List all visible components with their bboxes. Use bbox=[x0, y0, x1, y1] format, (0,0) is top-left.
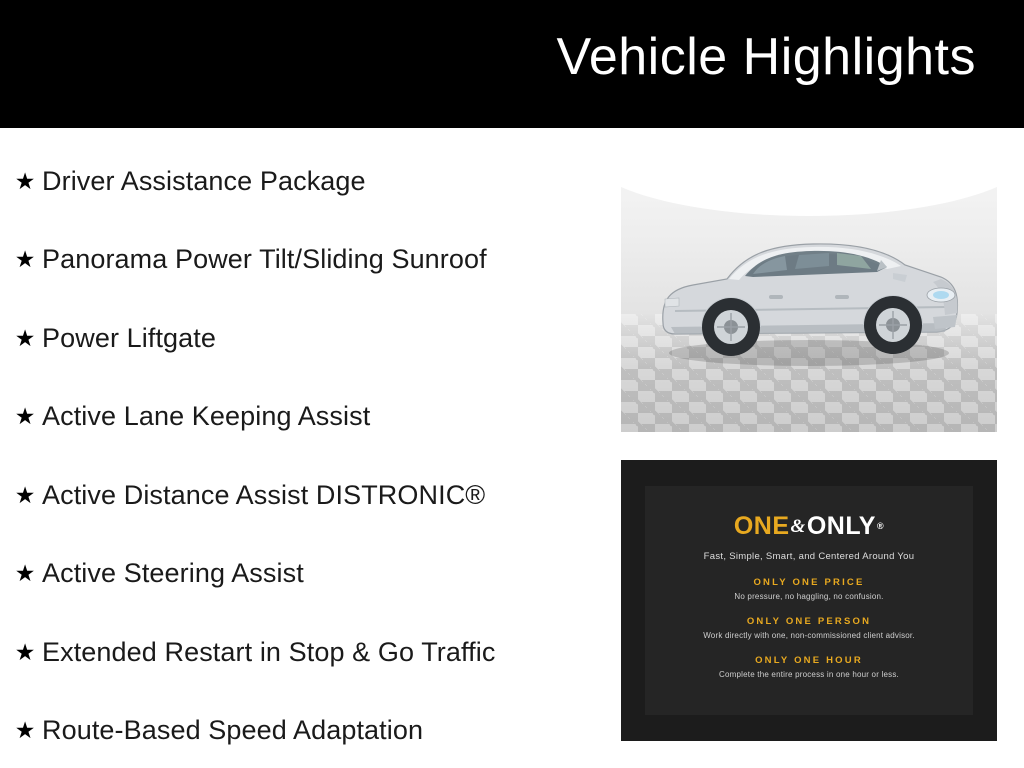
list-item bbox=[8, 142, 600, 221]
star-icon: ★ bbox=[14, 167, 36, 194]
star-icon: ★ bbox=[14, 638, 36, 665]
star-icon: ★ bbox=[14, 324, 36, 351]
suv-icon bbox=[649, 203, 969, 378]
feature-label: Active Steering Assist bbox=[42, 558, 304, 589]
benefit-block-person bbox=[703, 616, 915, 640]
ampersand-icon: & bbox=[790, 516, 806, 537]
one-and-only-logo bbox=[734, 514, 884, 539]
feature-list bbox=[0, 142, 600, 762]
vehicle-photo bbox=[621, 151, 997, 432]
feature-label: Active Lane Keeping Assist bbox=[42, 401, 371, 432]
list-item bbox=[8, 299, 600, 378]
slide-header bbox=[0, 0, 1024, 128]
list-item bbox=[8, 378, 600, 457]
benefit-subtext: Work directly with one, non-commissioned client advisor. bbox=[703, 631, 915, 640]
star-icon: ★ bbox=[14, 560, 36, 587]
feature-label: Panorama Power Tilt/Sliding Sunroof bbox=[42, 244, 487, 275]
page-title: Vehicle Highlights bbox=[556, 28, 976, 86]
feature-label: Driver Assistance Package bbox=[42, 165, 366, 196]
benefit-block-hour bbox=[719, 655, 899, 679]
benefit-subtext: Complete the entire process in one hour or less. bbox=[719, 670, 899, 679]
benefit-block-price bbox=[734, 577, 883, 601]
star-icon: ★ bbox=[14, 403, 36, 430]
star-icon: ★ bbox=[14, 717, 36, 744]
list-item bbox=[8, 221, 600, 300]
one-and-only-tagline: Fast, Simple, Smart, and Centered Around You bbox=[703, 551, 915, 562]
benefit-heading: ONLY ONE PRICE bbox=[753, 577, 865, 588]
benefit-heading: ONLY ONE HOUR bbox=[755, 655, 863, 666]
registered-trademark-icon: ® bbox=[876, 521, 885, 531]
logo-one-text: ONE bbox=[733, 512, 790, 540]
star-icon: ★ bbox=[14, 481, 36, 508]
logo-only-text: ONLY bbox=[806, 512, 876, 540]
one-and-only-panel bbox=[621, 460, 997, 741]
star-icon: ★ bbox=[14, 246, 36, 273]
benefit-subtext: No pressure, no haggling, no confusion. bbox=[734, 592, 884, 601]
list-item bbox=[8, 692, 600, 768]
feature-label: Active Distance Assist DISTRONIC® bbox=[42, 479, 486, 510]
feature-label: Route-Based Speed Adaptation bbox=[42, 715, 424, 746]
list-item bbox=[8, 613, 600, 692]
feature-label: Power Liftgate bbox=[42, 322, 216, 353]
feature-label: Extended Restart in Stop & Go Traffic bbox=[42, 636, 496, 667]
one-and-only-inner bbox=[645, 486, 973, 715]
list-item bbox=[8, 456, 600, 535]
list-item bbox=[8, 535, 600, 614]
benefit-heading: ONLY ONE PERSON bbox=[746, 616, 872, 627]
